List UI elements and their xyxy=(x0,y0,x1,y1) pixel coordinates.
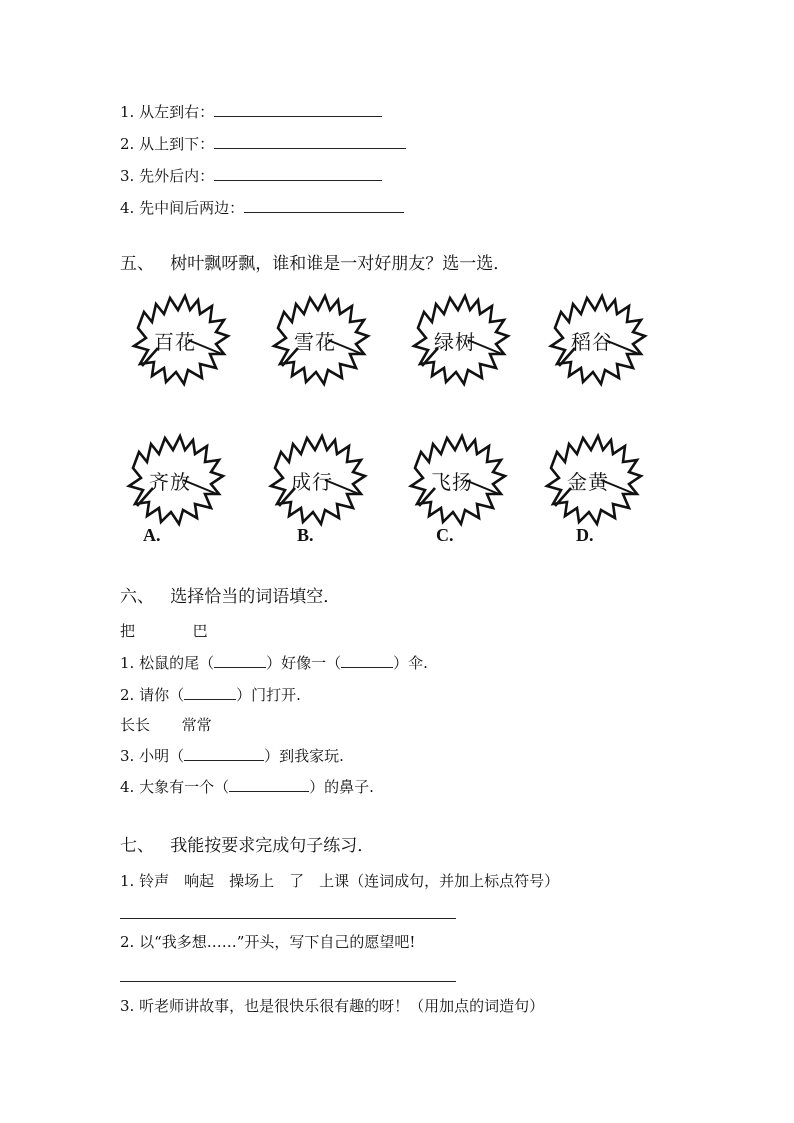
option-b-label: B. xyxy=(297,525,314,545)
sentence-question-2 xyxy=(120,932,415,952)
leaf-top-1[interactable] xyxy=(125,292,235,392)
leaf-word: 齐放 xyxy=(149,470,191,494)
heading-number: 五、 xyxy=(120,254,154,274)
question-number: 3. xyxy=(120,997,135,1015)
leaf-word: 金黄 xyxy=(567,470,609,494)
question-text: ）到我家玩. xyxy=(264,747,344,765)
answer-line[interactable] xyxy=(120,981,456,982)
leaf-top-4[interactable] xyxy=(542,292,652,392)
heading-number: 六、 xyxy=(120,587,154,607)
answer-blank[interactable] xyxy=(184,685,236,700)
fill-question-1 xyxy=(120,653,428,673)
answer-blank[interactable] xyxy=(214,134,406,149)
stroke-order-item-1 xyxy=(120,102,382,122)
stroke-order-item-4 xyxy=(120,198,404,218)
question-words: 铃声 响起 操场上 了 上课 xyxy=(139,872,350,890)
section-5-heading xyxy=(120,252,510,276)
leaf-word: 绿树 xyxy=(434,330,476,354)
question-hint: （连词成句，并加上标点符号） xyxy=(349,872,560,890)
word-choice: 把 xyxy=(120,622,136,640)
stroke-order-item-3 xyxy=(120,166,382,186)
leaf-word: 雪花 xyxy=(294,330,336,354)
question-text: 大象有一个（ xyxy=(139,778,230,796)
question-text: 以“我多想……”开头，写下自己的愿望吧! xyxy=(139,933,416,951)
question-number: 2. xyxy=(120,933,135,951)
item-number: 2. xyxy=(120,135,135,153)
question-text: ）的鼻子. xyxy=(309,778,374,796)
question-number: 1. xyxy=(120,872,135,890)
leaf-top-3[interactable] xyxy=(405,292,515,392)
answer-line[interactable] xyxy=(120,918,456,919)
question-text: ）好像一（ xyxy=(266,654,342,672)
answer-blank[interactable] xyxy=(184,746,264,761)
item-number: 4. xyxy=(120,199,135,217)
leaf-word: 飞扬 xyxy=(431,470,473,494)
section-7-heading xyxy=(120,834,374,858)
item-number: 1. xyxy=(120,103,135,121)
question-text: ）伞. xyxy=(393,654,428,672)
answer-blank[interactable] xyxy=(244,198,404,213)
question-number: 2. xyxy=(120,686,135,704)
fill-question-3 xyxy=(120,746,344,766)
sentence-question-3 xyxy=(120,996,544,1016)
answer-blank[interactable] xyxy=(214,166,382,181)
leaf-bottom-1[interactable] xyxy=(120,432,230,532)
question-text: 请你（ xyxy=(139,686,185,704)
leaf-word: 成行 xyxy=(291,470,333,494)
question-text: 小明（ xyxy=(139,747,185,765)
word-choice-group-2 xyxy=(120,715,212,735)
heading-number: 七、 xyxy=(120,836,154,856)
item-text: 从左到右： xyxy=(139,103,215,121)
item-text: 从上到下： xyxy=(139,135,215,153)
answer-blank[interactable] xyxy=(229,777,309,792)
question-number: 4. xyxy=(120,778,135,796)
answer-blank[interactable] xyxy=(214,102,382,117)
stroke-order-item-2 xyxy=(120,134,406,154)
leaf-bottom-3[interactable] xyxy=(402,432,512,532)
leaf-bottom-4[interactable] xyxy=(538,432,648,532)
question-text: ）门打开. xyxy=(236,686,301,704)
question-text: 听老师讲故事，也是很快乐很有趣的呀！（用加点的词造句） xyxy=(139,997,545,1015)
answer-blank[interactable] xyxy=(214,653,266,668)
question-number: 3. xyxy=(120,747,135,765)
leaf-bottom-2[interactable] xyxy=(262,432,372,532)
word-choice: 常常 xyxy=(181,716,212,734)
word-choice: 长长 xyxy=(120,716,151,734)
word-choice-group-1 xyxy=(120,621,208,641)
item-text: 先外后内： xyxy=(139,167,215,185)
leaf-word: 稻谷 xyxy=(571,330,613,354)
fill-question-2 xyxy=(120,685,301,705)
heading-text: 选择恰当的词语填空． xyxy=(170,587,341,607)
option-a-label: A. xyxy=(143,525,161,545)
heading-text: 树叶飘呀飘，谁和谁是一对好朋友？选一选． xyxy=(170,254,511,274)
word-choice: 巴 xyxy=(192,622,208,640)
item-text: 先中间后两边： xyxy=(139,199,245,217)
option-c-label: C. xyxy=(436,525,454,545)
leaf-top-2[interactable] xyxy=(265,292,375,392)
leaf-word: 百花 xyxy=(154,330,196,354)
option-d-label: D. xyxy=(576,525,594,545)
question-text: 松鼠的尾（ xyxy=(139,654,215,672)
sentence-question-1 xyxy=(120,871,559,891)
item-number: 3. xyxy=(120,167,135,185)
question-number: 1. xyxy=(120,654,135,672)
section-6-heading xyxy=(120,585,340,609)
fill-question-4 xyxy=(120,777,374,797)
answer-blank[interactable] xyxy=(341,653,393,668)
heading-text: 我能按要求完成句子练习． xyxy=(170,836,375,856)
